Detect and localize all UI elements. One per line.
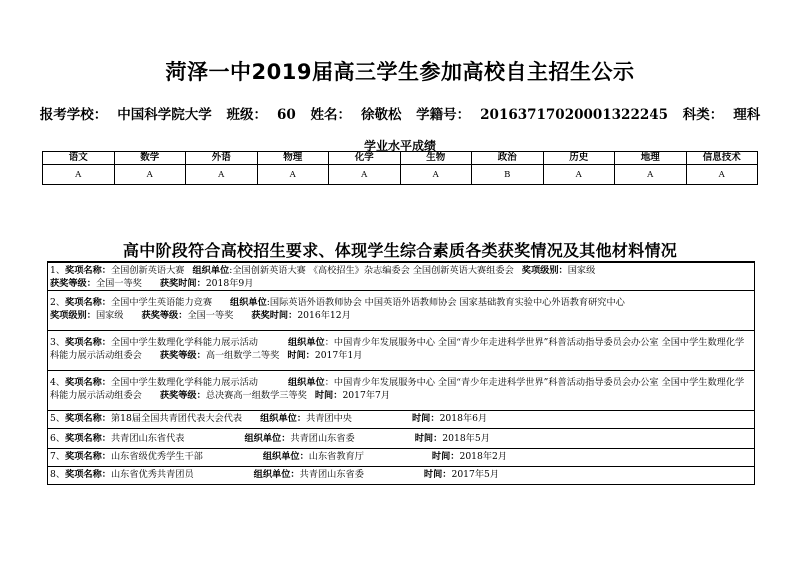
grade-cell: A: [400, 165, 472, 185]
award-grade: 全国一等奖: [95, 278, 142, 289]
class-label: 班级：: [226, 107, 267, 123]
award-org-label: 组织单位: [192, 265, 230, 276]
award-name-label: 奖项名称：: [65, 469, 111, 480]
grade-cell: A: [43, 165, 115, 185]
award-name-label: 奖项名称：: [65, 337, 111, 348]
award-name: 山东省优秀共青团员: [110, 469, 194, 480]
subject-header: 生物: [400, 152, 472, 165]
award-org-label: 组织单位: [287, 377, 325, 388]
award-name: 全国创新英语大赛: [110, 265, 185, 276]
subject-header: 物理: [257, 152, 329, 165]
subject-field: [683, 107, 761, 123]
award-time-label: 时间：: [414, 433, 443, 444]
award-org: 共青团山东省委: [290, 433, 355, 444]
awards-title: 高中阶段符合高校招生要求、体现学生综合素质各类获奖情况及其他材料情况: [122, 241, 678, 260]
subject-value: 理科: [733, 107, 761, 123]
grade-cell: A: [686, 165, 758, 185]
award-org: ：中国青少年发展服务中心 全国“青少年走进科学世界”科普活动指导委员会办公室 全国中学生数理化学科能力展示活动组委会: [50, 337, 745, 361]
award-item: 5、奖项名称：第18届全国共青团代表大会代表 组织单位：共青团中央 时间：2018年6月: [48, 411, 754, 429]
grade-cell: A: [186, 165, 258, 185]
award-name: 全国中学生英语能力竞赛: [110, 297, 213, 308]
grades-header-row: [43, 152, 758, 165]
award-name-label: 奖项名称：: [65, 413, 111, 424]
page-title: 菏泽一中2019届高三学生参加高校自主招生公示: [165, 60, 635, 84]
award-item: 6、奖项名称：共青团山东省代表 组织单位：共青团山东省委 时间：2018年5月: [48, 429, 754, 449]
award-time-label: 时间：: [287, 350, 315, 361]
award-time-label: 获奖时间：: [159, 278, 206, 289]
award-org: 共青团山东省委: [299, 469, 364, 480]
subject-header: 外语: [186, 152, 258, 165]
award-name: 第18届全国共青团代表大会代表: [110, 413, 243, 424]
subject-label: 科类：: [682, 107, 724, 123]
school-field: [40, 107, 212, 123]
award-time-label: 时间：: [314, 390, 343, 401]
award-grade-label: 获奖等级：: [159, 390, 206, 401]
class-field: [226, 107, 295, 123]
award-time: 2017年5月: [451, 469, 500, 480]
name-value: 徐敬松: [360, 107, 402, 123]
award-org: ：中国青少年发展服务中心 全国“青少年走进科学世界”科普活动指导委员会办公室 全国中学生数理化学科能力展示活动组委会: [50, 377, 745, 401]
award-number: 5、: [50, 413, 66, 424]
subject-header: 化学: [329, 152, 401, 165]
award-org-label: 组织单位: [260, 413, 297, 424]
grades-value-row: [43, 165, 758, 185]
award-grade: 全国一等奖: [187, 310, 234, 321]
award-number: 8、: [50, 469, 66, 480]
id-field: [416, 107, 668, 123]
award-name-label: 奖项名称：: [65, 297, 111, 308]
grades-title: 学业水平成绩: [363, 139, 436, 153]
award-level: 国家级: [567, 265, 596, 276]
id-label: 学籍号：: [416, 107, 471, 123]
subject-header: 地理: [615, 152, 687, 165]
award-number: 4、: [50, 377, 66, 388]
award-level-label: 奖项级别：: [50, 310, 96, 321]
class-value: 60: [276, 107, 296, 123]
award-name: 全国中学生数理化学科能力展示活动: [110, 337, 258, 348]
student-info: [0, 103, 800, 123]
award-level-label: 奖项级别：: [521, 265, 568, 276]
school-value: 中国科学院大学: [117, 107, 212, 123]
award-name-label: 奖项名称：: [65, 433, 111, 444]
award-name-label: 奖项名称：: [65, 377, 111, 388]
grade-cell: A: [615, 165, 687, 185]
award-time: 2018年5月: [442, 433, 490, 444]
award-number: 6、: [50, 433, 66, 444]
awards-list: [47, 261, 755, 485]
award-org-label: 组织单位: [287, 337, 325, 348]
award-org-label: 组织单位: [253, 469, 291, 480]
award-name-label: 奖项名称：: [65, 451, 111, 462]
grade-cell: A: [543, 165, 615, 185]
subject-header: 历史: [543, 152, 615, 165]
school-label: 报考学校：: [39, 107, 108, 123]
grade-cell: A: [114, 165, 186, 185]
award-time-label: 时间：: [431, 451, 460, 462]
award-org: 山东省教育厅: [308, 451, 364, 462]
award-item: [48, 263, 754, 291]
id-value: 20163717020001322245: [480, 107, 669, 123]
award-grade-label: 获奖等级：: [50, 278, 96, 289]
award-number: 2、: [50, 297, 66, 308]
grade-cell: A: [329, 165, 401, 185]
award-number: 7、: [50, 451, 66, 462]
award-grade-label: 获奖等级：: [159, 350, 206, 361]
grades-table: [42, 151, 758, 185]
award-number: 3、: [50, 337, 66, 348]
name-label: 姓名：: [310, 107, 351, 123]
award-time: 2018年2月: [459, 451, 508, 462]
award-time: 2016年12月: [297, 310, 351, 321]
award-time: 2018年9月: [205, 278, 254, 289]
award-item: 8、奖项名称：山东省优秀共青团员 组织单位：共青团山东省委 时间：2017年5月: [50, 469, 500, 480]
award-org-label: 组织单位: [244, 433, 282, 444]
award-item: 7、奖项名称：山东省级优秀学生干部 组织单位：山东省教育厅 时间：2018年2月: [48, 449, 754, 467]
award-org-label: 组织单位: [230, 297, 267, 308]
award-org: 共青团中央: [306, 413, 352, 424]
award-grade: 高一组数学二等奖: [205, 350, 280, 361]
name-field: [310, 107, 401, 123]
award-time: 2017年7月: [342, 390, 391, 401]
subject-header: 数学: [114, 152, 186, 165]
subject-header: 语文: [43, 152, 115, 165]
subject-header: 信息技术: [686, 152, 758, 165]
award-org-label: 组织单位: [262, 451, 300, 462]
award-name: 共青团山东省代表: [110, 433, 185, 444]
award-time: 2017年1月: [314, 350, 363, 361]
grade-cell: A: [257, 165, 329, 185]
award-time-label: 获奖时间：: [251, 310, 298, 321]
award-item: [48, 291, 754, 331]
award-name: 山东省级优秀学生干部: [110, 451, 203, 462]
award-grade-label: 获奖等级：: [141, 310, 188, 321]
grade-cell: B: [472, 165, 544, 185]
award-item: [48, 371, 754, 411]
award-time: 2018年6月: [439, 413, 488, 424]
award-time-label: 时间：: [423, 469, 452, 480]
award-name: 全国中学生数理化学科能力展示活动: [110, 377, 258, 388]
subject-header: 政治: [472, 152, 544, 165]
award-item: [48, 331, 754, 371]
award-org: :全国创新英语大赛 《高校招生》杂志编委会 全国创新英语大赛组委会: [229, 265, 514, 276]
award-org: :国际英语外语教师协会 中国英语外语教师协会 国家基础教育实验中心外语教育研究中心: [266, 297, 625, 308]
award-grade: 总决赛高一组数学三等奖: [205, 390, 307, 401]
award-level: 国家级: [95, 310, 124, 321]
award-number: 1、: [50, 265, 66, 276]
award-time-label: 时间：: [412, 413, 440, 424]
award-name-label: 奖项名称：: [65, 265, 111, 276]
